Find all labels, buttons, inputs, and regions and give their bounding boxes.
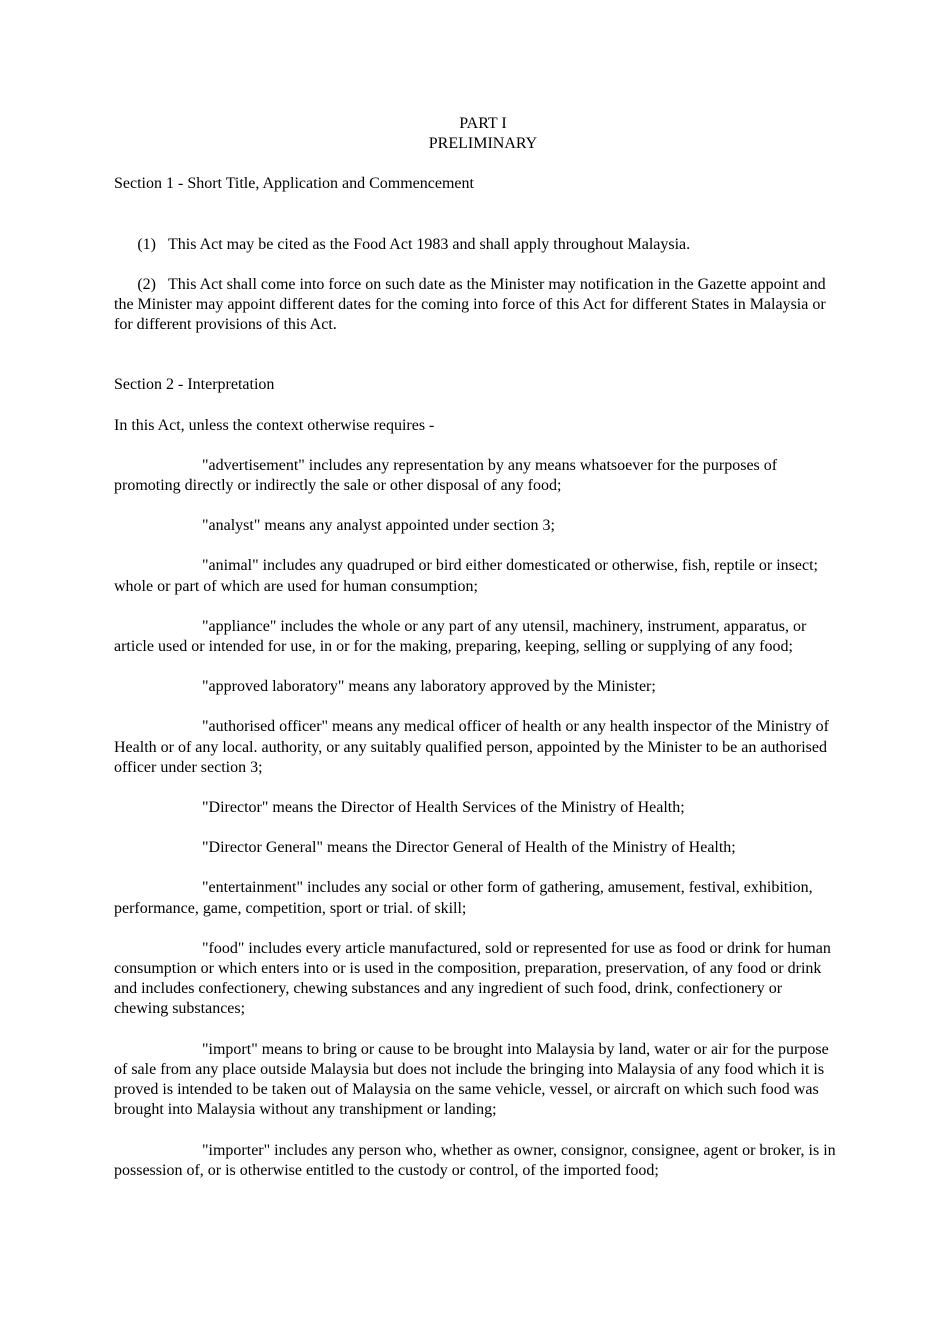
definition-import: "import" means to bring or cause to be brought into Malaysia by land, water or air for the purpose of sale from any place outside Malaysia but does not include the bringing into Malaysia of any food which it is proved is intended to be taken out of Malaysia on the same vehicle, vessel, or aircraft on which such food was brought into Malaysia without any transhipment or landing; (114, 1040, 829, 1119)
section-2-intro: In this Act, unless the context otherwise requires - (114, 416, 435, 434)
definition-entertainment: "entertainment" includes any social or other form of gathering, amusement, festival, exhibition, performance, game, competition, sport or trial. of skill; (114, 879, 813, 917)
definition-authorised-officer: "authorised officer" means any medical officer of health or any health inspector of the Ministry of Health or of any local. authority, or any suitably qualified person, appointed by the Minister to be an authorised officer under section 3; (114, 718, 829, 776)
definition-appliance: "appliance" includes the whole or any part of any utensil, machinery, instrument, apparatus, or article used or intended for use, in or for the making, preparing, keeping, selling or supplying of any food; (114, 617, 807, 656)
part-title: PRELIMINARY (428, 135, 538, 153)
subsection-text: This Act shall come into force on such date as the Minister may notification in the Gazette appoint and the Minister may appoint different dates for the coming into force of this Act for different States in Malaysia or for different provisions of this Act. (114, 275, 826, 334)
section-1-heading: Section 1 - Short Title, Application and Commencement (114, 175, 474, 193)
section-1-subsection-2 (114, 275, 836, 336)
definition-food: "food" includes every article manufactured, sold or represented for use as food or drink for human consumption or which enters into or is used in the composition, preparation, preservation, of any food or drink and includes confectionery, chewing substances and any ingredient of such food, drink, confectionery or chewing substances; (114, 939, 831, 1018)
definition-director-general: "Director General" means the Director General of Health of the Ministry of Health; (202, 839, 736, 857)
section-2-heading: Section 2 - Interpretation (114, 376, 275, 394)
subsection-text: This Act may be cited as the Food Act 1983 and shall apply throughout Malaysia. (168, 235, 691, 253)
definition-approved-laboratory: "approved laboratory" means any laboratory approved by the Minister; (202, 678, 656, 696)
subsection-number: (1) (137, 235, 156, 253)
definition-animal: "animal" includes any quadruped or bird either domesticated or otherwise, fish, reptile or insect; whole or part of which are used for human consumption; (114, 557, 818, 595)
definition-director: "Director" means the Director of Health Services of the Ministry of Health; (202, 799, 685, 817)
part-number: PART I (459, 115, 507, 132)
definition-importer: "importer" includes any person who, whether as owner, consignor, consignee, agent or broker, is in possession of, or is otherwise entitled to the custody or control, of the imported food; (114, 1141, 836, 1179)
section-1-subsection-1 (114, 235, 836, 255)
document-page (114, 114, 836, 1181)
definition-analyst: "analyst" means any analyst appointed under section 3; (202, 517, 555, 535)
subsection-number: (2) (137, 275, 156, 293)
definition-advertisement: "advertisement" includes any representation by any means whatsoever for the purposes of promoting directly or indirectly the sale or other disposal of any food; (114, 456, 778, 495)
